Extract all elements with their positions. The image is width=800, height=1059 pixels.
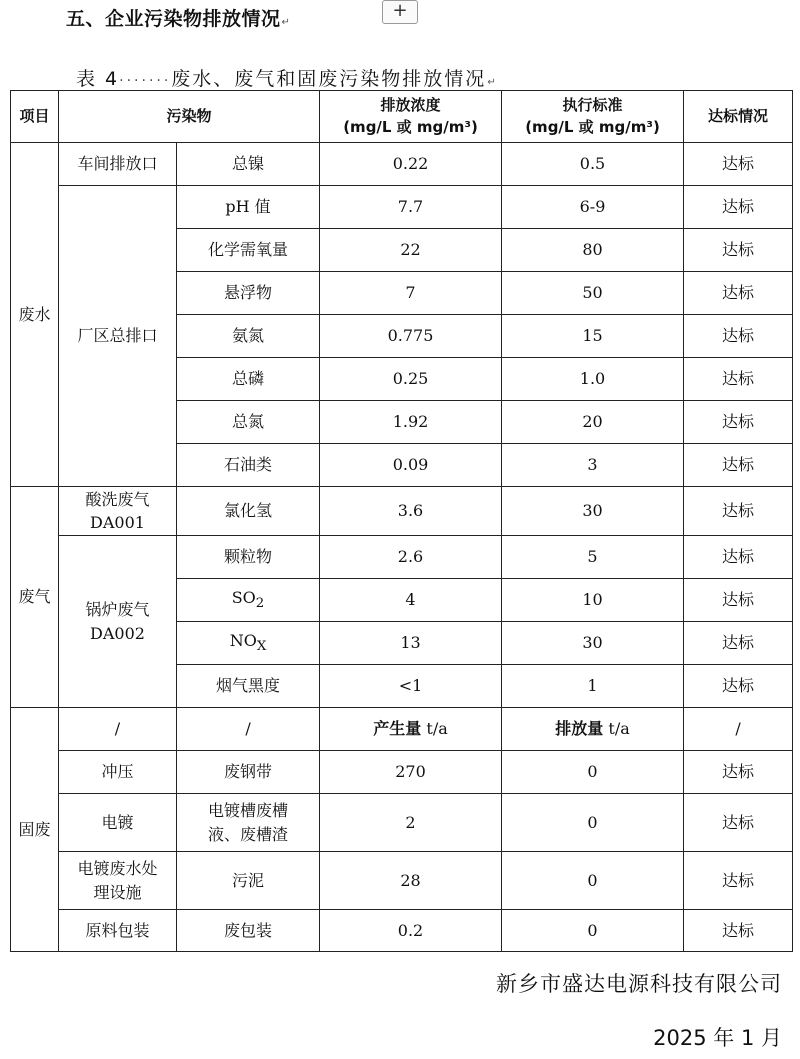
- status-cell: 达标: [684, 272, 793, 315]
- concentration-cell: 7.7: [320, 186, 502, 229]
- report-date: 2025 年 1 月: [653, 1026, 782, 1050]
- caption-title: 废水、废气和固废污染物排放情况: [171, 68, 487, 90]
- standard-cell: 50: [502, 272, 684, 315]
- status-cell: 达标: [684, 487, 793, 536]
- status-cell: 达标: [684, 401, 793, 444]
- pollutant-cell: 废钢带: [177, 751, 320, 794]
- header-standard: 执行标准 (mg/L 或 mg/m³): [502, 91, 684, 143]
- concentration-cell: 22: [320, 229, 502, 272]
- status-cell: 达标: [684, 186, 793, 229]
- source-cell: 车间排放口: [59, 143, 177, 186]
- discharged-cell: 0: [502, 751, 684, 794]
- expand-button[interactable]: +: [382, 0, 418, 24]
- header-concentration: 排放浓度 (mg/L 或 mg/m³): [320, 91, 502, 143]
- table-row: [11, 186, 793, 229]
- generated-header: 产生量 t/a: [320, 708, 502, 751]
- standard-cell: 80: [502, 229, 684, 272]
- source-cell: 酸洗废气 DA001: [59, 487, 177, 536]
- table-row: [11, 536, 793, 579]
- pollutant-cell: 氨氮: [177, 315, 320, 358]
- standard-cell: 20: [502, 401, 684, 444]
- pollutant-cell: $NO_X$: [177, 622, 320, 665]
- standard-cell: 30: [502, 622, 684, 665]
- caption-label: 表 4: [76, 68, 120, 90]
- concentration-cell: 7: [320, 272, 502, 315]
- standard-cell: 3: [502, 444, 684, 487]
- pollutant-cell: /: [177, 708, 320, 751]
- category-waste-gas: 废气: [11, 487, 59, 708]
- pollutant-cell: pH 值: [177, 186, 320, 229]
- standard-cell: 10: [502, 579, 684, 622]
- concentration-cell: 0.22: [320, 143, 502, 186]
- pollutant-cell: 化学需氧量: [177, 229, 320, 272]
- pollutant-cell: 石油类: [177, 444, 320, 487]
- concentration-cell: 1.92: [320, 401, 502, 444]
- pollutant-cell: $SO_2$: [177, 579, 320, 622]
- concentration-cell: 2.6: [320, 536, 502, 579]
- status-cell: 达标: [684, 358, 793, 401]
- concentration-cell: 3.6: [320, 487, 502, 536]
- pollutant-cell: 电镀槽废槽 液、废槽渣: [177, 794, 320, 852]
- table-row: [11, 852, 793, 910]
- pollutant-cell: 总磷: [177, 358, 320, 401]
- status-cell: 达标: [684, 579, 793, 622]
- company-name: 新乡市盛达电源科技有限公司: [496, 972, 782, 996]
- section-title: 五、企业污染物排放情况↵: [66, 8, 291, 30]
- table-subheader-row: [11, 708, 793, 751]
- source-cell: 厂区总排口: [59, 186, 177, 487]
- status-cell: 达标: [684, 852, 793, 910]
- concentration-cell: 13: [320, 622, 502, 665]
- standard-cell: 6-9: [502, 186, 684, 229]
- status-cell: 达标: [684, 315, 793, 358]
- table-row: [11, 751, 793, 794]
- header-pollutant: 污染物: [59, 91, 320, 143]
- status-cell: 达标: [684, 665, 793, 708]
- status-cell: 达标: [684, 794, 793, 852]
- status-cell: 达标: [684, 536, 793, 579]
- table-row: [11, 143, 793, 186]
- table-row: [11, 794, 793, 852]
- table-row: [11, 487, 793, 536]
- header-item: 项目: [11, 91, 59, 143]
- pollutant-cell: 污泥: [177, 852, 320, 910]
- source-cell: /: [59, 708, 177, 751]
- source-cell: 冲压: [59, 751, 177, 794]
- source-cell: 原料包装: [59, 910, 177, 952]
- pollutant-cell: 颗粒物: [177, 536, 320, 579]
- standard-cell: 15: [502, 315, 684, 358]
- status-cell: 达标: [684, 229, 793, 272]
- pollutant-cell: 总氮: [177, 401, 320, 444]
- table-caption: 表 4·······废水、废气和固废污染物排放情况↵: [76, 68, 498, 90]
- generated-cell: 270: [320, 751, 502, 794]
- discharged-header: 排放量 t/a: [502, 708, 684, 751]
- concentration-cell: <1: [320, 665, 502, 708]
- pollutant-cell: 烟气黑度: [177, 665, 320, 708]
- generated-cell: 28: [320, 852, 502, 910]
- caption-dots: ·······: [119, 73, 172, 89]
- source-cell: 锅炉废气 DA002: [59, 536, 177, 708]
- table-header-row: [11, 91, 793, 143]
- status-cell: 达标: [684, 910, 793, 952]
- concentration-cell: 0.25: [320, 358, 502, 401]
- pollutant-cell: 总镍: [177, 143, 320, 186]
- concentration-cell: 0.775: [320, 315, 502, 358]
- pollutant-cell: 悬浮物: [177, 272, 320, 315]
- concentration-cell: 0.09: [320, 444, 502, 487]
- standard-cell: 1: [502, 665, 684, 708]
- concentration-cell: 4: [320, 579, 502, 622]
- category-solid-waste: 固废: [11, 708, 59, 952]
- table-row: [11, 910, 793, 952]
- pollutant-cell: 废包装: [177, 910, 320, 952]
- source-cell: 电镀废水处 理设施: [59, 852, 177, 910]
- generated-cell: 2: [320, 794, 502, 852]
- standard-cell: 30: [502, 487, 684, 536]
- status-cell: /: [684, 708, 793, 751]
- standard-cell: 0.5: [502, 143, 684, 186]
- status-cell: 达标: [684, 143, 793, 186]
- discharged-cell: 0: [502, 910, 684, 952]
- status-cell: 达标: [684, 444, 793, 487]
- standard-cell: 5: [502, 536, 684, 579]
- status-cell: 达标: [684, 622, 793, 665]
- status-cell: 达标: [684, 751, 793, 794]
- source-cell: 电镀: [59, 794, 177, 852]
- pollutant-cell: 氯化氢: [177, 487, 320, 536]
- header-status: 达标情况: [684, 91, 793, 143]
- standard-cell: 1.0: [502, 358, 684, 401]
- discharged-cell: 0: [502, 794, 684, 852]
- emissions-table: [10, 90, 793, 952]
- category-wastewater: 废水: [11, 143, 59, 487]
- generated-cell: 0.2: [320, 910, 502, 952]
- discharged-cell: 0: [502, 852, 684, 910]
